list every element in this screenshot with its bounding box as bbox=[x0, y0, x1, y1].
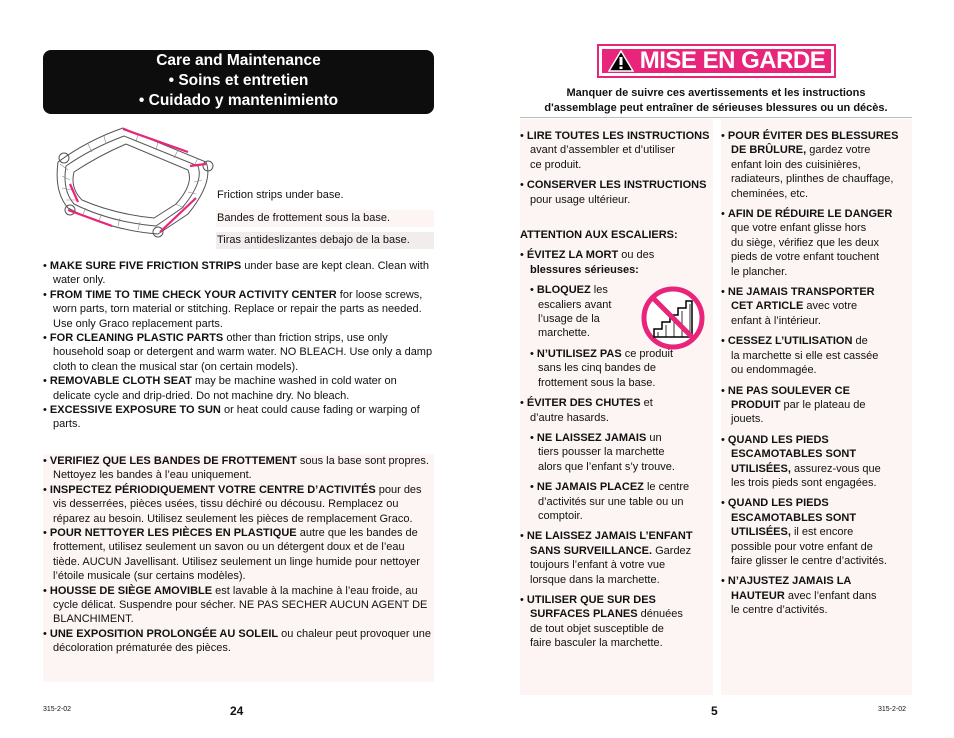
list-item: • NE JAMAIS PLACEZ le centre d’activités sur une table ou un comptoir. bbox=[530, 481, 690, 522]
list-item: • UTILISER QUE SUR DES SURFACES PLANES dénuées de tout objet susceptible de faire basculer la marchette. bbox=[520, 593, 683, 650]
header-line-3: • Cuidado y mantenimiento bbox=[138, 92, 339, 109]
list-item: • FROM TIME TO TIME CHECK YOUR ACTIVITY CENTER for loose screws, worn parts, torn material or stitching. Replace or repair the parts as needed. Use only Graco replacement parts. bbox=[43, 288, 423, 330]
list-item: • QUAND LES PIEDS ESCAMOTABLES SONT UTILISÉES, assurez-vous que les trois pieds sont engagées. bbox=[721, 433, 881, 489]
mise-en-garde-banner bbox=[597, 44, 836, 78]
warning-line: Manquer de suivre ces avertissements et les instructions bbox=[566, 87, 866, 99]
no-stairs-icon bbox=[640, 285, 706, 351]
right-page-number: 5 bbox=[711, 704, 718, 718]
list-item: • QUAND LES PIEDS ESCAMOTABLES SONT UTILISÉES, il est encore possible pour votre enfant de faire glisser le centre d’activités. bbox=[721, 497, 887, 567]
english-list bbox=[43, 259, 435, 432]
list-item: • N’AJUSTEZ JAMAIS LA HAUTEUR avec l’enfant dans le centre d’activités. bbox=[721, 575, 877, 617]
caption-spanish: Tiras antideslizantes debajo de la base. bbox=[217, 234, 410, 246]
header-line-2: • Soins et entretien bbox=[168, 72, 309, 89]
list-item: • LIRE TOUTES LES INSTRUCTIONS avant d’assembler et d’utiliser ce produit. bbox=[520, 130, 710, 171]
list-item: • NE PAS SOULEVER CE PRODUIT par le plateau de jouets. bbox=[721, 384, 866, 426]
list-item: • ÉVITER DES CHUTES et d’autre hasards. bbox=[520, 397, 653, 424]
list-item: • POUR ÉVITER DES BLESSURES DE BRÛLURE, gardez votre enfant loin des cuisinières, radiateurs, plinthes de chauffage, cheminées, etc. bbox=[721, 130, 899, 200]
list-item: • NE LAISSEZ JAMAIS un tiers pousser la marchette alors que l’enfant s’y trouve. bbox=[530, 431, 675, 473]
list-item: • EXCESSIVE EXPOSURE TO SUN or heat could cause fading or warping of parts. bbox=[43, 404, 420, 431]
list-item: • NE JAMAIS TRANSPORTER CET ARTICLE avec votre enfant à l’intérieur. bbox=[721, 286, 875, 327]
list-item: • INSPECTEZ PÉRIODIQUEMENT VOTRE CENTRE D’ACTIVITÉS pour des vis desserrées, pièces usées, tissu déchiré ou décousu. Remplacez ou réparez au besoin. Utilisez seulement les pièces de remplacement Graco. bbox=[43, 483, 422, 525]
list-item: • HOUSSE DE SIÈGE AMOVIBLE est lavable à la machine à l’eau froide, au cycle délicat. Suspendre pour sécher. NE PAS SECHER AUCUN AGENT DE BLANCHIMENT. bbox=[43, 584, 428, 626]
list-item: • MAKE SURE FIVE FRICTION STRIPS under base are kept clean. Clean with water only. bbox=[43, 260, 429, 287]
list-item: • NE LAISSEZ JAMAIS L’ENFANT SANS SURVEILLANCE. Gardez toujours l’enfant à votre vue lorsque dans la marchette. bbox=[520, 530, 693, 586]
list-item: • UNE EXPOSITION PROLONGÉE AU SOLEIL ou chaleur peut provoquer une décoloration prématurée des pièces. bbox=[43, 627, 431, 655]
list-item: • BLOQUEZ les escaliers avant l’usage de la marchette. bbox=[530, 284, 612, 340]
list-item: • FOR CLEANING PLASTIC PARTS other than friction strips, use only household soap or detergent and warm water. NO BLEACH. Use only a damp cloth to clean the musical star (on certain models). bbox=[43, 332, 433, 373]
stairs-heading: ATTENTION AUX ESCALIERS: bbox=[520, 229, 678, 242]
warning-text bbox=[520, 86, 912, 115]
caption-french: Bandes de frottement sous la base. bbox=[217, 212, 391, 224]
list-item: • CONSERVER LES INSTRUCTIONS pour usage ultérieur. bbox=[520, 179, 707, 206]
left-footer-code: 315-2-02 bbox=[43, 706, 72, 713]
right-footer-code: 315-2-02 bbox=[878, 706, 907, 713]
warnings-column-2 bbox=[721, 129, 913, 618]
activity-center-illustration bbox=[48, 122, 218, 240]
warnings-column-1 bbox=[520, 129, 710, 651]
list-item: • VERIFIEZ QUE LES BANDES DE FROTTEMENT sous la base sont propres. Nettoyez les bandes à l’eau uniquement. bbox=[43, 455, 429, 482]
left-page-number: 24 bbox=[230, 704, 244, 718]
list-item: • POUR NETTOYER LES PIÈCES EN PLASTIQUE autre que les bandes de frottement, utilisez seulement un savon ou un détergent doux et de l’eau tiède. AUCUN Javellisant. Utilisez seulement un linge humide pour nettoyer l’étoile musicale (sur certains modèles). bbox=[43, 527, 420, 583]
caption-english: Friction strips under base. bbox=[217, 189, 344, 201]
list-item: • CESSEZ L’UTILISATION de la marchette si elle est cassée ou endommagée. bbox=[721, 335, 879, 377]
warning-triangle-icon bbox=[608, 50, 634, 72]
banner-title: MISE EN GARDE bbox=[639, 47, 826, 74]
list-item: • AFIN DE RÉDUIRE LE DANGER que votre enfant glisse hors du siège, vérifiez que les deux pieds de votre enfant touchent le plancher. bbox=[721, 208, 893, 278]
french-list bbox=[43, 454, 434, 682]
care-header bbox=[43, 50, 434, 114]
header-line-1: Care and Maintenance bbox=[156, 52, 321, 69]
warning-line: d'assemblage peut entraîner de sérieuses blessures ou un décès. bbox=[544, 101, 888, 114]
divider bbox=[520, 117, 912, 118]
list-item: • REMOVABLE CLOTH SEAT may be machine washed in cold water on delicate cycle and drip-dried. Do not machine dry. No bleach. bbox=[43, 375, 397, 402]
list-item: • N’UTILISEZ PAS ce produit sans les cinq bandes de frottement sous la base. bbox=[530, 347, 674, 389]
list-item: • ÉVITEZ LA MORT ou des blessures sérieuses: bbox=[520, 249, 655, 276]
